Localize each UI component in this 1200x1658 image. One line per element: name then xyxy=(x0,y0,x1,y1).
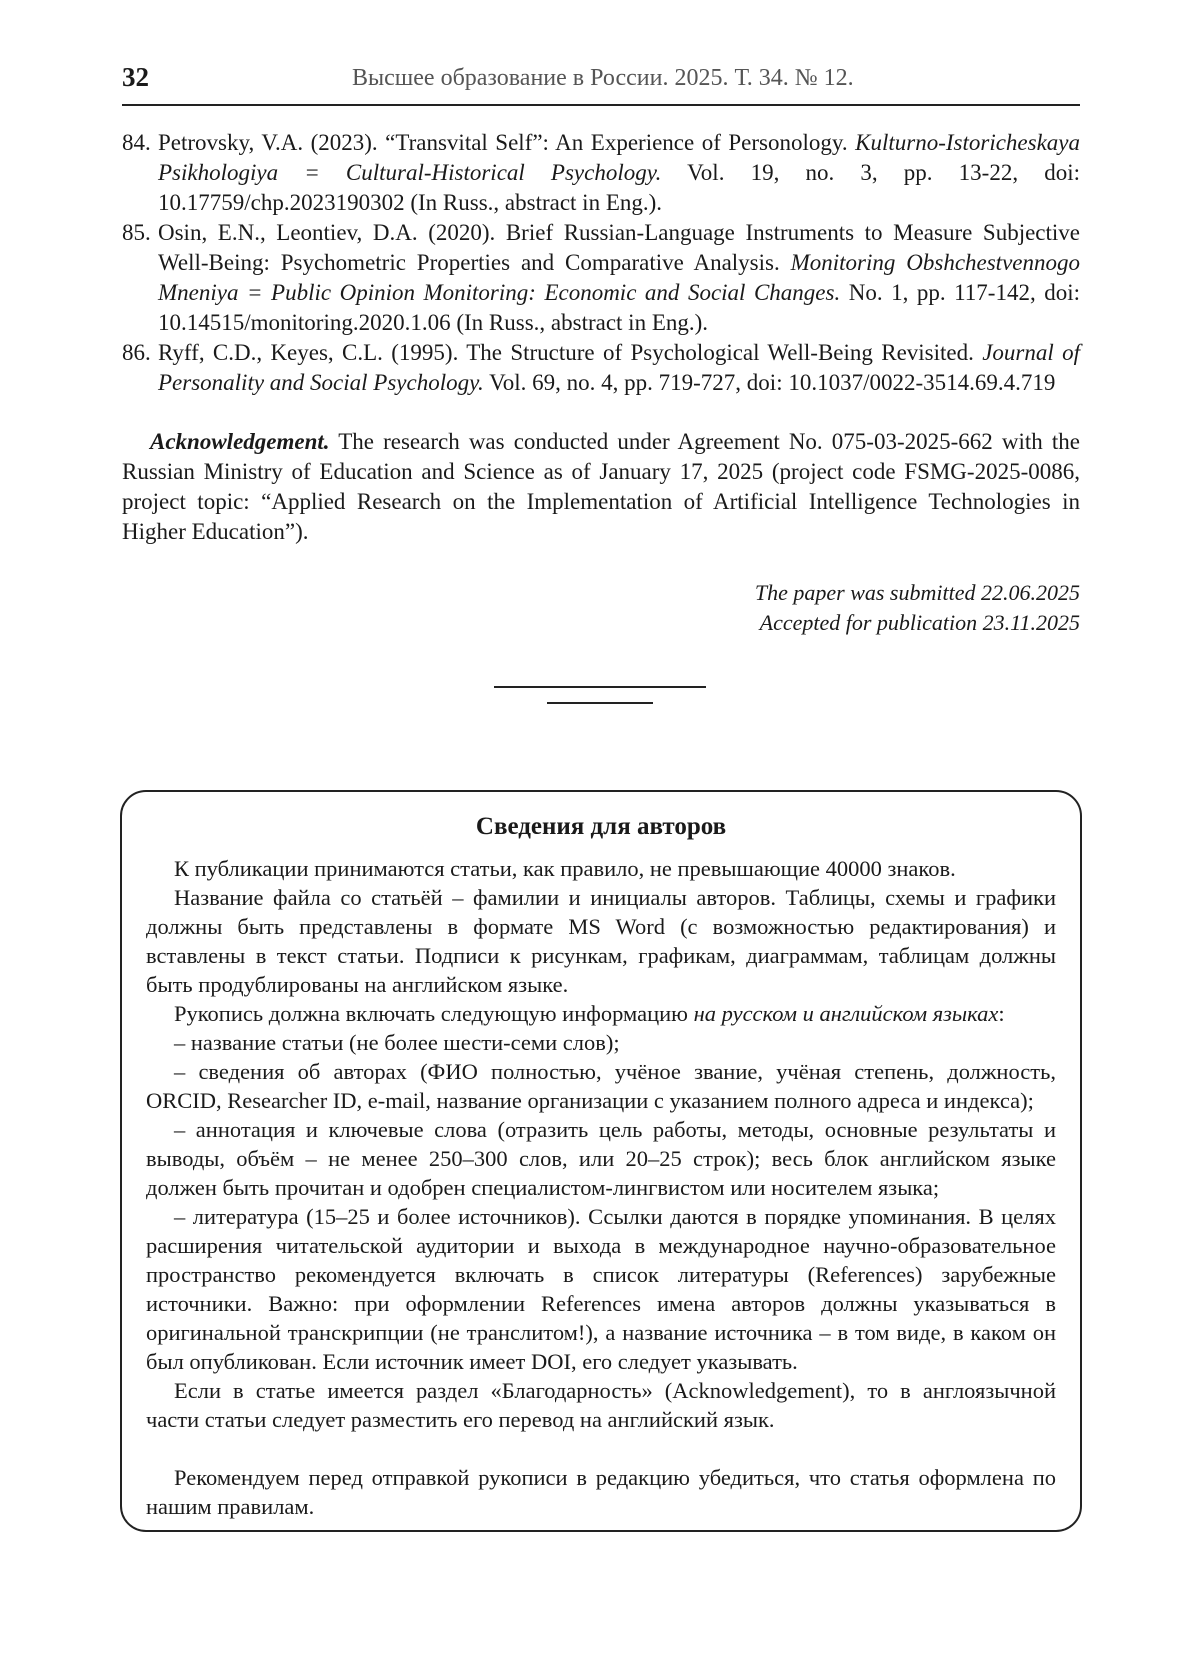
running-head: Высшее образование в России. 2025. Т. 34. № 12. xyxy=(352,65,854,91)
reference-number: 84. xyxy=(122,130,151,155)
authors-info-paragraph xyxy=(146,1057,1056,1115)
page-number: 32 xyxy=(122,62,149,92)
authors-info-paragraph xyxy=(146,854,1056,883)
text-run: – аннотация и ключевые слова (отразить цель работы, методы, основные результаты и выводы, объём – не менее 250–300 слов, или 20–25 строк); весь блок английском языке должен быть прочитан и одобрен специалистом-лингвистом или носителем языка; xyxy=(146,1117,1056,1200)
acknowledgement-text: The research was conducted under Agreement No. 075-03-2025-662 with the Russian Ministry of Education and Science as of January 17, 2025 (project code FSMG-2025-0086, project topic: “Applied Research on the Implementation of Artificial Intelligence Technologies in Higher Education”). xyxy=(122,429,1080,544)
header-rule xyxy=(122,104,1080,106)
submission-dates xyxy=(755,578,1080,638)
text-run: : xyxy=(998,1001,1005,1026)
text-run: Название файла со статьёй – фамилии и инициалы авторов. Таблицы, схемы и графики должны быть представлены в формате MS Word (с возможностью редактирования) и вставлены в текст статьи. Подписи к рисункам, графикам, диаграммам, таблицам должны быть продублированы на английском языке. xyxy=(146,885,1056,997)
text-run: No. 1, pp. 117-142, doi: 10.14515/monitoring.2020.1.06 (In Russ., abstract in Eng.). xyxy=(158,280,1081,335)
authors-info-paragraph xyxy=(146,1202,1056,1376)
text-run: Osin, E.N., Leontiev, D.A. (2020). Brief Russian-Language Instruments to Measure Subjective Well-Being: Psychometric Properties and Comparative Analysis. xyxy=(158,220,1080,275)
text-run: Рекомендуем перед отправкой рукописи в редакцию убедиться, что статья оформлена по нашим правилам. xyxy=(146,1465,1056,1519)
text-run: Vol. 19, no. 3, pp. 13-22, doi: 10.17759/chp.2023190302 (In Russ., abstract in Eng.). xyxy=(158,160,1080,215)
reference-item xyxy=(122,218,1080,338)
authors-info-paragraph xyxy=(146,1376,1056,1434)
separator-short xyxy=(547,702,653,704)
authors-info-box xyxy=(120,790,1082,1532)
acknowledgement-label: Acknowledgement. xyxy=(150,429,330,454)
authors-info-paragraph xyxy=(146,999,1056,1028)
authors-info-paragraph xyxy=(146,1463,1056,1521)
italic-text: на русском и английском языках xyxy=(693,1001,999,1026)
italic-text: Monitoring Obshchestvennogo Mneniya = Public Opinion Monitoring: Economic and Social Changes. xyxy=(158,250,1080,305)
reference-list xyxy=(122,128,1080,398)
text-run: Vol. 69, no. 4, pp. 719-727, doi: 10.1037/0022-3514.69.4.719 xyxy=(483,370,1056,395)
acknowledgement xyxy=(122,427,1080,547)
authors-info-paragraph xyxy=(146,1115,1056,1202)
text-run: Petrovsky, V.A. (2023). “Transvital Self”: An Experience of Personology. xyxy=(158,130,856,155)
authors-info-title: Сведения для авторов xyxy=(475,813,727,840)
reference-item xyxy=(122,128,1080,218)
reference-item xyxy=(122,338,1080,398)
italic-text: Journal of Personality and Social Psychology. xyxy=(158,340,1080,395)
text-run: К публикации принимаются статьи, как правило, не превышающие 40000 знаков. xyxy=(174,856,956,881)
text-run: Рукопись должна включать следующую информацию xyxy=(174,1001,694,1026)
text-run: Ryff, C.D., Keyes, C.L. (1995). The Structure of Psychological Well-Being Revisited. xyxy=(158,340,983,365)
text-run: – сведения об авторах (ФИО полностью, учёное звание, учёная степень, должность, ORCID, Researcher ID, e-mail, название организации с указанием полного адреса и индекса); xyxy=(146,1059,1056,1113)
text-run: – название статьи (не более шести-семи слов); xyxy=(174,1030,620,1055)
accepted-date: Accepted for publication 23.11.2025 xyxy=(759,610,1080,635)
reference-number: 85. xyxy=(122,220,151,245)
reference-number: 86. xyxy=(122,340,151,365)
reference-text xyxy=(158,338,1080,398)
authors-info-paragraph xyxy=(146,1028,1056,1057)
reference-text xyxy=(158,218,1080,338)
submitted-date: The paper was submitted 22.06.2025 xyxy=(754,580,1080,605)
reference-text xyxy=(158,128,1080,218)
text-run: – литература (15–25 и более источников). Ссылки даются в порядке упоминания. В целях расширения читательской аудитории и выхода в международное научно-образовательное пространство рекомендуется включать в список литературы (References) зарубежные источники. Важно: при оформлении References имена авторов должны указываться в оригинальной транскрипции (не транслитом!), а название источника – в том виде, в каком он был опубликован. Если источник имеет DOI, его следует указывать. xyxy=(146,1204,1056,1374)
separator-long xyxy=(494,686,706,688)
authors-info-paragraph xyxy=(146,883,1056,999)
text-run: Если в статье имеется раздел «Благодарность» (Acknowledgement), то в англоязычной части статьи следует разместить его перевод на английский язык. xyxy=(146,1378,1056,1432)
italic-text: Kulturno-Istoricheskaya Psikhologiya = Cultural-Historical Psychology. xyxy=(158,130,1080,185)
authors-info-body xyxy=(146,854,1056,1521)
